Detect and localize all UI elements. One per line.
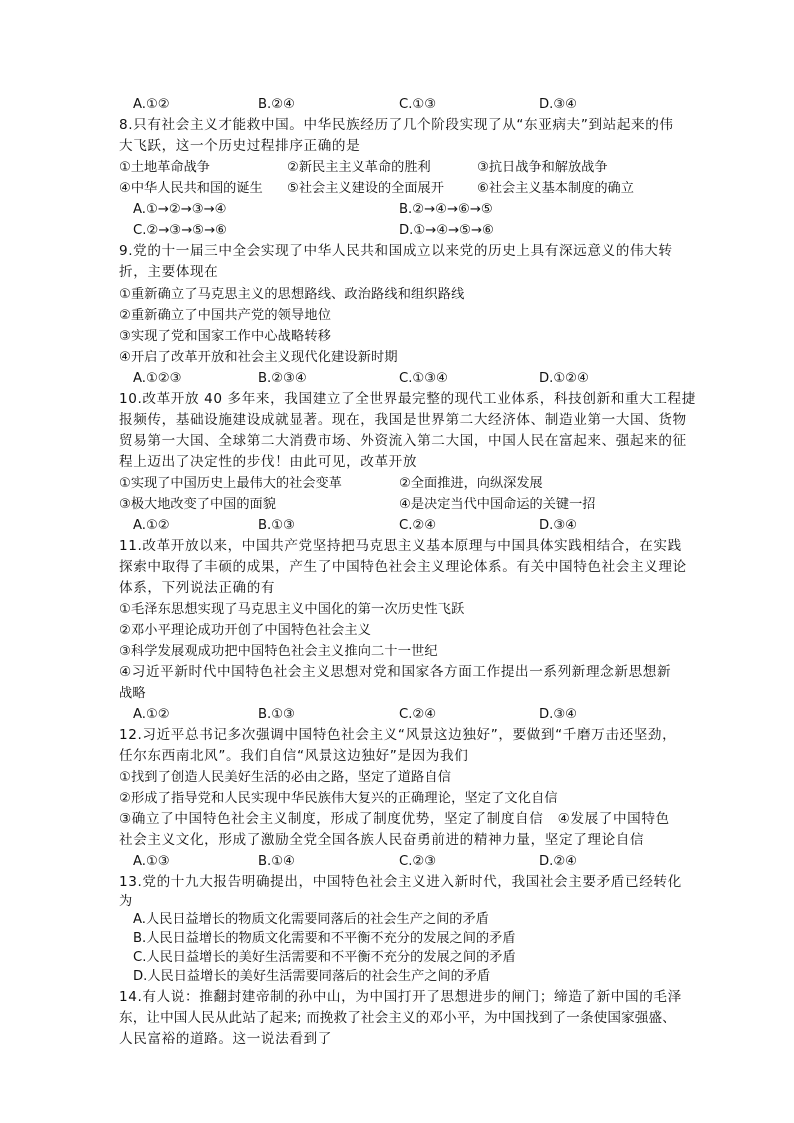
q13-option-b[interactable]: B.人民日益增长的物质文化需要和不平衡不充分的发展之间的矛盾 [133,931,516,946]
q13-option-c[interactable]: C.人民日益增长的美好生活需要和不平衡不充分的发展之间的矛盾 [133,950,516,965]
q10-stem-line-1: 10.改革开放 40 多年来，我国建立了全世界最完整的现代工业体系，科技创新和重大工程捷 [119,391,696,407]
q8-option-b[interactable]: B.②→④→⑥→⑤ [399,202,493,217]
q13-stem-line-2: 为 [119,894,133,909]
q10-stem-line-2: 报频传，基础设施建设成就显著。现在，我国是世界第二大经济体、制造业第一大国、货物 [119,412,687,428]
q10-option-a[interactable]: A.①② [133,518,170,533]
q7-option-a[interactable]: A.①② [133,97,170,112]
q8-items-row-2 [119,178,719,199]
q8-stem-line-1: 8.只有社会主义才能救中国。中华民族经历了几个阶段实现了从“东亚病夫”到站起来的伟 [119,117,674,133]
q10-stem-line-3: 贸易第一大国、全球第二大消费市场、外资流入第二大国，中国人民在富起来、强起来的征 [119,433,687,449]
q11-item-3: ③科学发展观成功把中国特色社会主义推向二十一世纪 [119,644,438,659]
q9-option-b[interactable]: B.②③④ [258,371,307,386]
q10-option-b[interactable]: B.①③ [258,518,295,533]
q12-options [133,851,733,872]
q12-option-a[interactable]: A.①③ [133,854,170,869]
q7-options [133,94,733,115]
q10-options [133,515,733,536]
q12-option-c[interactable]: C.②③ [399,854,437,869]
q10-items-row-2 [119,494,719,515]
q11-option-c[interactable]: C.②④ [399,707,437,722]
q11-option-d[interactable]: D.③④ [539,707,577,722]
q14-stem-line-3: 人民富裕的道路。这一说法看到了 [119,1031,332,1047]
q13-stem-line-1: 13.党的十九大报告明确提出，中国特色社会主义进入新时代，我国社会主要矛盾已经转化 [119,874,682,890]
q11-option-b[interactable]: B.①③ [258,707,295,722]
q8-item-6: ⑥社会主义基本制度的确立 [477,181,634,196]
q9-option-a[interactable]: A.①②③ [133,371,182,386]
q12-stem-line-2: 任尔东西南北风”。我们自信“风景这边独好”是因为我们 [119,748,469,764]
q8-stem-line-2: 大飞跃，这一个历史过程排序正确的是 [119,138,361,154]
q9-item-4: ④开启了改革开放和社会主义现代化建设新时期 [119,350,398,365]
q10-stem-line-4: 程上迈出了决定性的步伐！由此可见，改革开放 [119,454,418,470]
q9-stem-line-1: 9.党的十一届三中全会实现了中华人民共和国成立以来党的历史上具有深远意义的伟大转 [119,243,673,259]
q8-option-c[interactable]: C.②→③→⑤→⑥ [133,223,227,238]
q13-option-d[interactable]: D.人民日益增长的美好生活需要同落后的社会生产之间的矛盾 [133,969,491,984]
q9-stem-line-2: 折，主要体现在 [119,264,219,280]
q8-item-3: ③抗日战争和解放战争 [477,160,608,175]
q11-stem-line-3: 体系，下列说法正确的有 [119,580,276,596]
q10-item-1: ①实现了中国历史上最伟大的社会变革 [119,476,342,491]
q11-item-4-cont: 战略 [119,686,146,701]
q14-stem-line-2: 东，让中国人民从此站了起来; 而挽救了社会主义的邓小平，为中国找到了一条使国家强盛、 [119,1010,676,1026]
q11-options [133,704,733,725]
q10-items-row-1 [119,473,719,494]
q12-item-2: ②形成了指导党和人民实现中华民族伟大复兴的正确理论，坚定了文化自信 [119,791,558,806]
q8-options-row-2 [133,220,733,241]
q13-option-a[interactable]: A.人民日益增长的物质文化需要同落后的社会生产之间的矛盾 [133,912,489,927]
q7-option-c[interactable]: C.①③ [399,97,437,112]
q7-option-b[interactable]: B.②④ [258,97,295,112]
q8-options-row-1 [133,199,733,220]
q8-items-row-1 [119,157,719,178]
q9-option-c[interactable]: C.①③④ [399,371,448,386]
q9-item-1: ①重新确立了马克思主义的思想路线、政治路线和组织路线 [119,287,465,302]
q8-option-d[interactable]: D.①→④→⑤→⑥ [399,223,494,238]
q8-item-2: ②新民主主义革命的胜利 [287,160,431,175]
q11-item-2: ②邓小平理论成功开创了中国特色社会主义 [119,623,372,638]
q11-stem-line-1: 11.改革开放以来，中国共产党坚持把马克思主义基本原理与中国具体实践相结合，在实践 [119,538,682,554]
q12-item-4: 社会主义文化，形成了激励全党全国各族人民奋勇前进的精神力量，坚定了理论自信 [119,832,645,848]
q10-option-c[interactable]: C.②④ [399,518,437,533]
q10-item-3: ③极大地改变了中国的面貌 [119,497,276,512]
q11-item-1: ①毛泽东思想实现了马克思主义中国化的第一次历史性飞跃 [119,602,465,617]
q11-option-a[interactable]: A.①② [133,707,170,722]
q12-option-b[interactable]: B.①④ [258,854,295,869]
q9-options [133,368,733,389]
q8-item-1: ①土地革命战争 [119,160,210,175]
q12-item-3: ③确立了中国特色社会主义制度，形成了制度优势，坚定了制度自信 ④发展了中国特色 [119,811,670,827]
q11-stem-line-2: 探索中取得了丰硕的成果，产生了中国特色社会主义理论体系。有关中国特色社会主义理论 [119,559,687,575]
q8-item-4: ④中华人民共和国的诞生 [119,181,263,196]
q10-option-d[interactable]: D.③④ [539,518,577,533]
q11-item-4: ④习近平新时代中国特色社会主义思想对党和国家各方面工作提出一系列新理念新思想新 [119,664,672,680]
q12-item-1: ①找到了创造人民美好生活的必由之路，坚定了道路自信 [119,770,452,785]
q8-item-5: ⑤社会主义建设的全面展开 [287,181,444,196]
q12-stem-line-1: 12.习近平总书记多次强调中国特色社会主义“风景这边独好”，要做到“千磨万击还坚劲， [119,727,677,743]
q10-item-2: ②全面推进，向纵深发展 [399,476,543,491]
q12-option-d[interactable]: D.②④ [539,854,577,869]
q8-option-a[interactable]: A.①→②→③→④ [133,202,227,217]
q10-item-4: ④是决定当代中国命运的关键一招 [399,497,596,512]
q14-stem-line-1: 14.有人说：推翻封建帝制的孙中山，为中国打开了思想进步的闸门；缔造了新中国的毛泽 [119,989,682,1005]
q9-item-2: ②重新确立了中国共产党的领导地位 [119,308,332,323]
q7-option-d[interactable]: D.③④ [539,97,577,112]
q9-item-3: ③实现了党和国家工作中心战略转移 [119,329,332,344]
q9-option-d[interactable]: D.①②④ [539,371,589,386]
